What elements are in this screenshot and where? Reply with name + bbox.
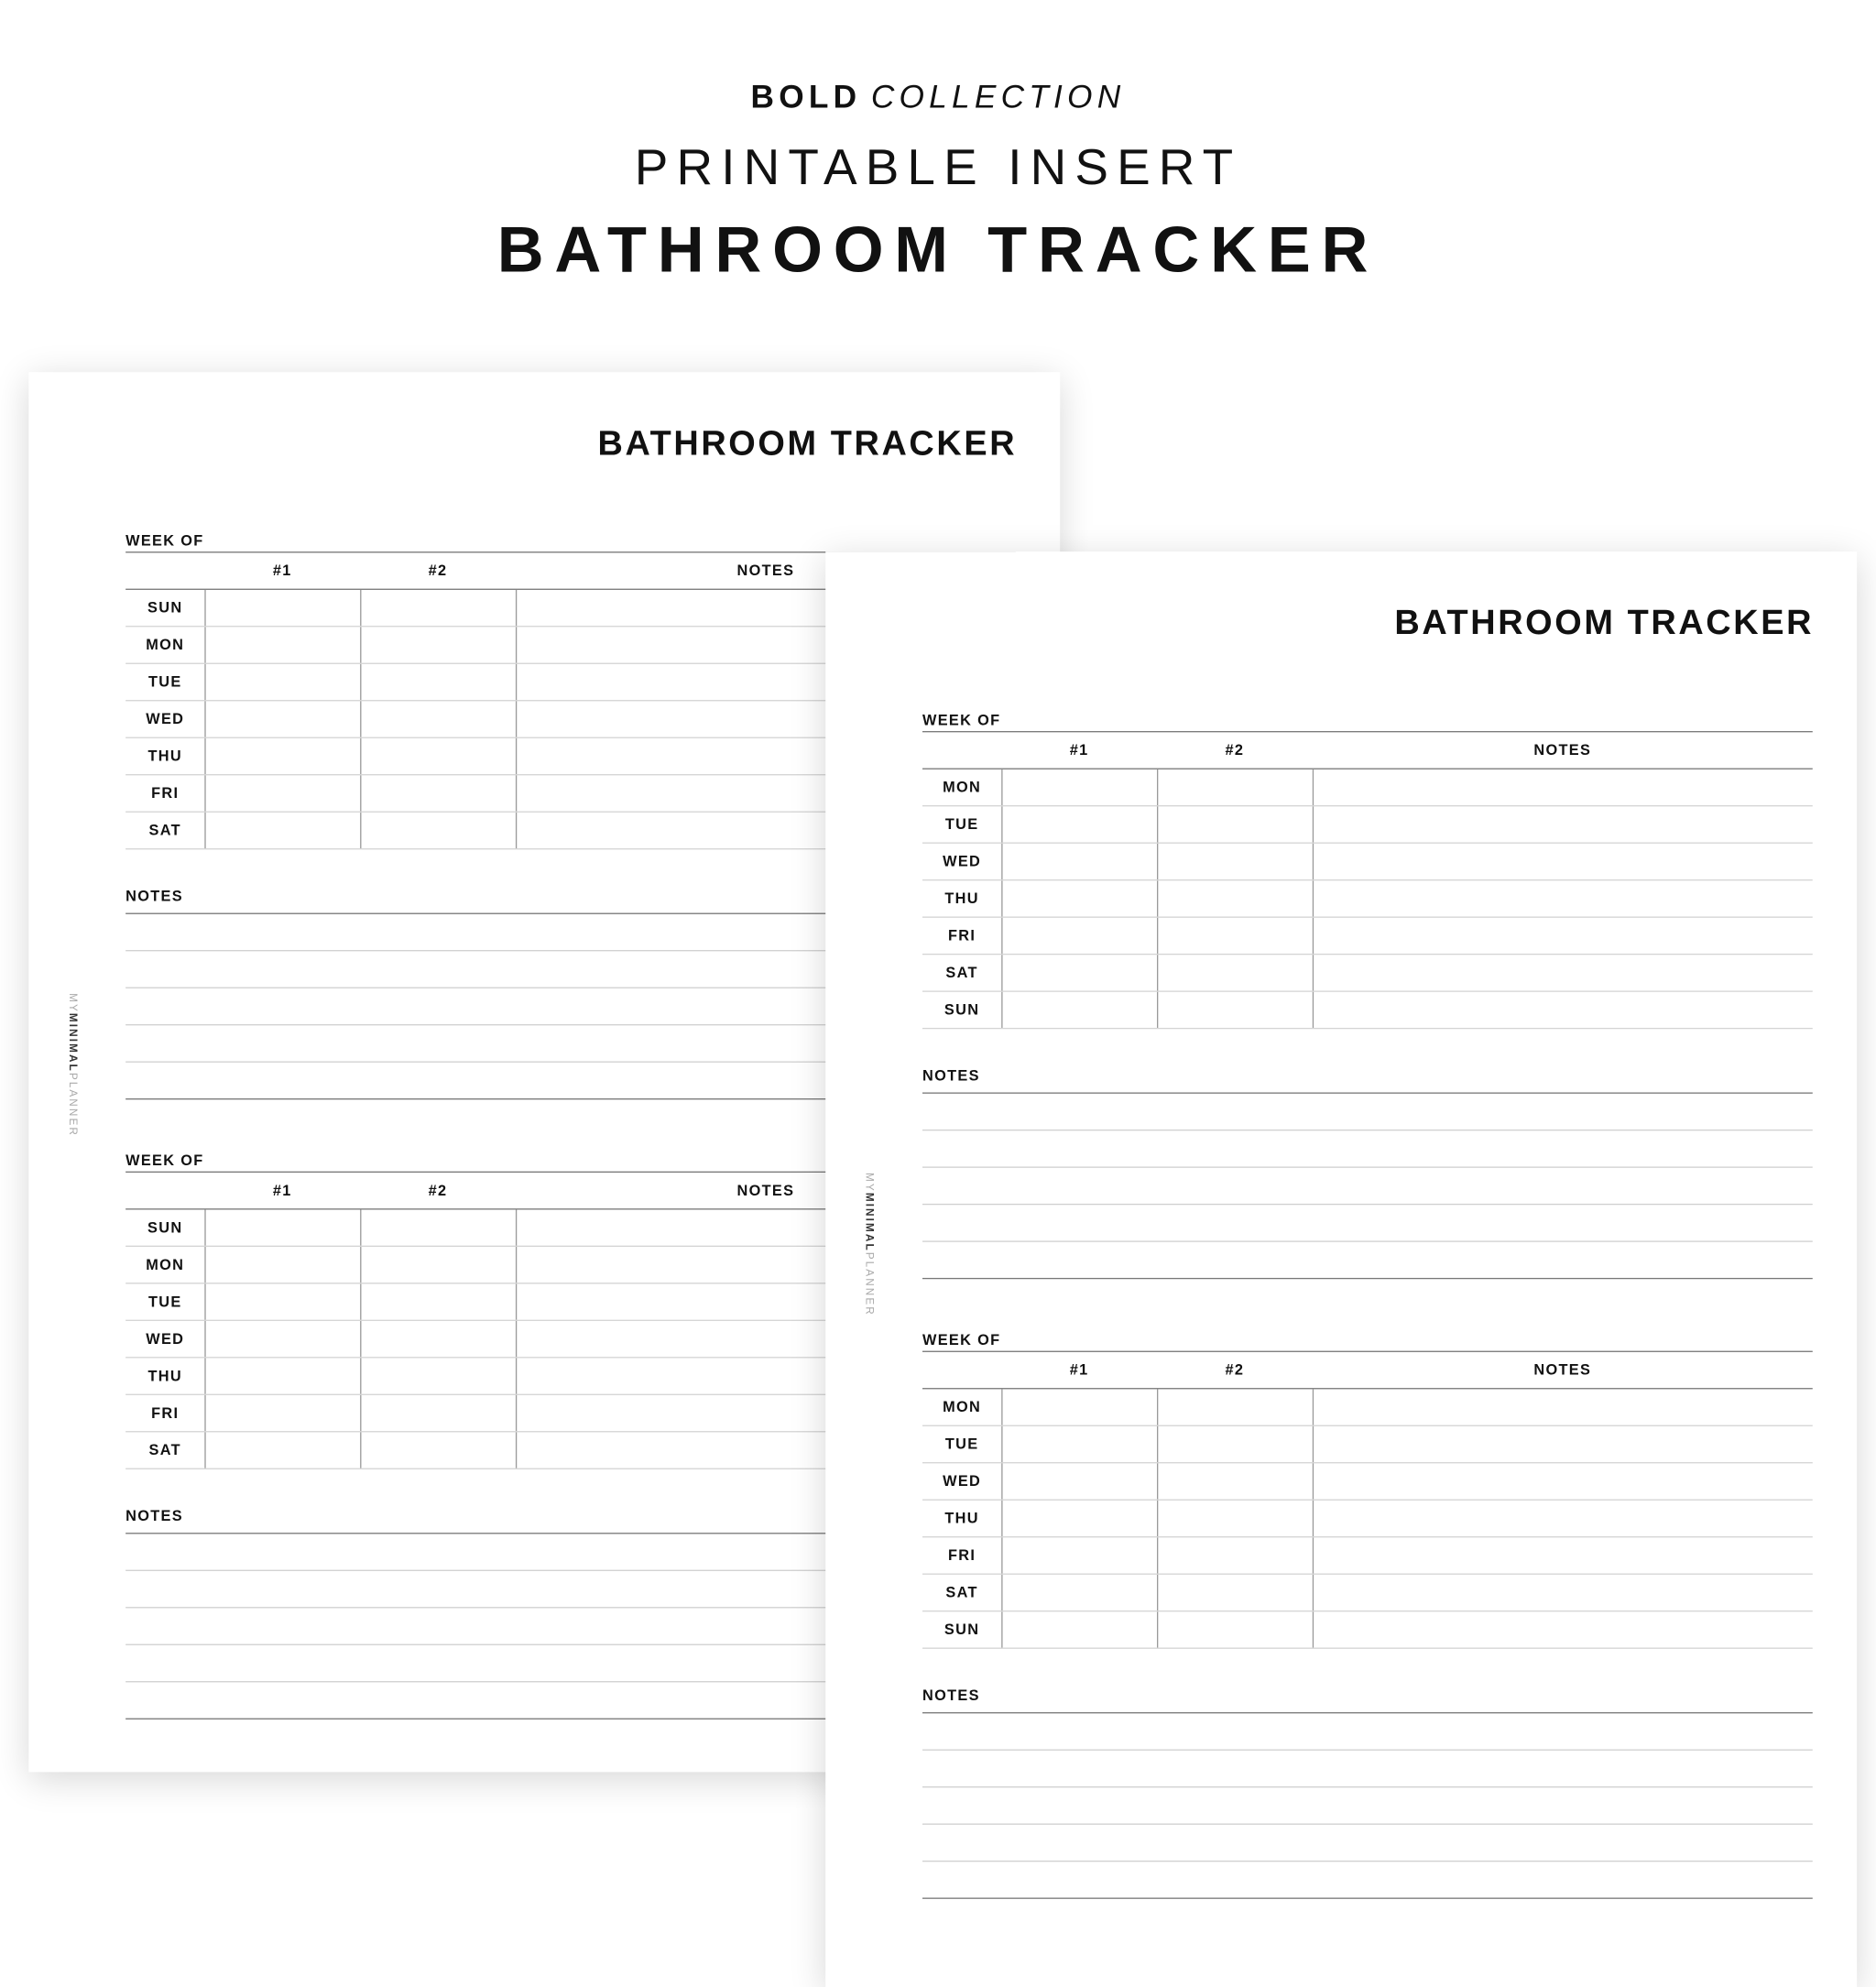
notes-cell[interactable] [1313, 1575, 1813, 1610]
number-two-cell[interactable] [1157, 1501, 1313, 1536]
page-title: BATHROOM TRACKER [1394, 604, 1815, 643]
table-row [922, 1501, 1813, 1537]
notes-cell[interactable] [1313, 770, 1813, 805]
number-one-cell[interactable] [204, 813, 360, 848]
number-two-cell[interactable] [360, 813, 516, 848]
number-one-cell[interactable] [204, 1432, 360, 1468]
collection-light: COLLECTION [870, 79, 1126, 115]
column-header: #1 [1069, 1361, 1089, 1379]
number-two-cell[interactable] [360, 627, 516, 662]
number-two-cell[interactable] [360, 775, 516, 811]
notes-line[interactable] [922, 1205, 1813, 1241]
notes-cell[interactable] [1313, 880, 1813, 916]
number-two-cell[interactable] [1157, 1575, 1313, 1610]
table-row [922, 1575, 1813, 1611]
day-label: MON [146, 636, 185, 654]
number-two-cell[interactable] [1157, 918, 1313, 954]
notes-label: NOTES [125, 1507, 183, 1524]
number-one-cell[interactable] [204, 701, 360, 737]
number-one-cell[interactable] [1001, 880, 1157, 916]
number-one-cell[interactable] [1001, 1537, 1157, 1573]
number-two-cell[interactable] [360, 1283, 516, 1319]
notes-cell[interactable] [1313, 1389, 1813, 1425]
day-label: THU [944, 1510, 979, 1527]
notes-cell[interactable] [1313, 1611, 1813, 1647]
notes-line[interactable] [922, 1130, 1813, 1167]
notes-cell[interactable] [1313, 992, 1813, 1028]
number-two-cell[interactable] [360, 1358, 516, 1393]
day-label: THU [944, 890, 979, 908]
number-two-cell[interactable] [1157, 806, 1313, 842]
week-of-label: WEEK OF [125, 1152, 204, 1170]
notes-label: NOTES [922, 1687, 980, 1704]
collection-bold: BOLD [750, 79, 862, 115]
number-one-cell[interactable] [204, 664, 360, 700]
day-label: TUE [147, 673, 182, 691]
week-of-label: WEEK OF [125, 532, 204, 550]
week-of-label: WEEK OF [922, 712, 1001, 729]
notes-cell[interactable] [1313, 1537, 1813, 1573]
number-two-cell[interactable] [360, 590, 516, 626]
number-one-cell[interactable] [204, 1247, 360, 1283]
notes-lines[interactable] [922, 1712, 1813, 1899]
notes-cell[interactable] [1313, 1463, 1813, 1499]
day-label: FRI [151, 784, 180, 802]
day-label: WED [146, 710, 185, 728]
number-one-cell[interactable] [204, 775, 360, 811]
column-header: NOTES [1533, 1361, 1592, 1379]
number-one-cell[interactable] [1001, 1463, 1157, 1499]
table-header [922, 1352, 1813, 1389]
number-one-cell[interactable] [1001, 918, 1157, 954]
day-label: SUN [147, 1218, 183, 1237]
notes-line[interactable] [922, 1094, 1813, 1130]
day-label: TUE [944, 815, 979, 834]
number-one-cell[interactable] [1001, 806, 1157, 842]
table-row [922, 1463, 1813, 1500]
day-label: TUE [944, 1436, 979, 1453]
number-two-cell[interactable] [1157, 880, 1313, 916]
number-two-cell[interactable] [1157, 955, 1313, 990]
number-two-cell[interactable] [1157, 1463, 1313, 1499]
brand-minimal: MINIMAL [864, 1192, 877, 1252]
planner-page-monday-start [825, 551, 1857, 1987]
notes-cell[interactable] [1313, 844, 1813, 879]
notes-cell[interactable] [1313, 955, 1813, 990]
number-two-cell[interactable] [1157, 1389, 1313, 1425]
table-row [922, 992, 1813, 1029]
day-label: SAT [945, 964, 978, 982]
notes-line[interactable] [922, 1713, 1813, 1750]
tracker-table [922, 731, 1813, 1029]
day-label: FRI [947, 1546, 976, 1565]
subtitle: PRINTABLE INSERT [634, 138, 1242, 195]
day-label: SAT [148, 1441, 181, 1459]
notes-cell[interactable] [1313, 1426, 1813, 1462]
notes-cell[interactable] [1313, 1501, 1813, 1536]
table-row [922, 844, 1813, 880]
notes-line[interactable] [922, 1825, 1813, 1861]
brand-planner: PLANNER [67, 1072, 80, 1137]
number-one-cell[interactable] [204, 1321, 360, 1357]
table-row [922, 1611, 1813, 1648]
number-one-cell[interactable] [204, 1283, 360, 1319]
brand-logo [67, 993, 79, 1137]
number-two-cell[interactable] [1157, 770, 1313, 805]
number-one-cell[interactable] [1001, 1611, 1157, 1647]
day-label: WED [146, 1330, 185, 1348]
number-one-cell[interactable] [204, 738, 360, 774]
number-one-cell[interactable] [1001, 992, 1157, 1028]
day-label: SAT [148, 822, 181, 839]
number-one-cell[interactable] [1001, 1575, 1157, 1610]
day-label: SUN [943, 1621, 980, 1639]
day-label: THU [147, 1367, 182, 1385]
number-one-cell[interactable] [1001, 1501, 1157, 1536]
number-one-cell[interactable] [1001, 844, 1157, 879]
day-label: FRI [151, 1404, 180, 1422]
number-two-cell[interactable] [360, 664, 516, 700]
day-label: SUN [147, 599, 183, 617]
column-header: NOTES [736, 562, 795, 580]
notes-line[interactable] [922, 1787, 1813, 1824]
week-of-label: WEEK OF [922, 1331, 1001, 1348]
column-header: #2 [428, 1182, 448, 1199]
column-header: NOTES [1533, 741, 1592, 759]
number-one-cell[interactable] [1001, 1426, 1157, 1462]
day-label: THU [147, 748, 182, 765]
number-one-cell[interactable] [1001, 770, 1157, 805]
brand-logo [864, 1173, 876, 1316]
day-label: FRI [947, 927, 976, 944]
table-row [922, 1389, 1813, 1425]
brand-my: MY [67, 993, 80, 1013]
number-two-cell[interactable] [1157, 1537, 1313, 1573]
number-one-cell[interactable] [204, 1209, 360, 1245]
brand-minimal: MINIMAL [67, 1012, 80, 1073]
day-label: TUE [147, 1293, 182, 1311]
number-two-cell[interactable] [1157, 992, 1313, 1028]
notes-cell[interactable] [1313, 806, 1813, 842]
column-header: NOTES [736, 1182, 795, 1199]
number-two-cell[interactable] [360, 1209, 516, 1245]
day-label: WED [943, 1472, 982, 1490]
number-two-cell[interactable] [1157, 1426, 1313, 1462]
column-header: #2 [1225, 741, 1245, 759]
day-label: MON [146, 1256, 185, 1273]
day-label: MON [943, 1398, 982, 1416]
number-two-cell[interactable] [360, 1395, 516, 1431]
notes-line[interactable] [922, 1861, 1813, 1898]
notes-label: NOTES [125, 888, 183, 905]
notes-label: NOTES [922, 1067, 980, 1085]
column-header: #1 [272, 562, 292, 580]
number-one-cell[interactable] [1001, 1389, 1157, 1425]
collection-label [0, 79, 1876, 115]
table-row [922, 1537, 1813, 1574]
column-header: #2 [1225, 1361, 1245, 1379]
notes-cell[interactable] [1313, 918, 1813, 954]
column-header: #2 [428, 562, 448, 580]
column-header: #1 [272, 1182, 292, 1199]
number-two-cell[interactable] [1157, 1611, 1313, 1647]
day-label: WED [943, 853, 982, 870]
column-header: #1 [1069, 741, 1089, 759]
table-row [922, 770, 1813, 806]
day-label: SAT [945, 1584, 978, 1601]
number-two-cell[interactable] [360, 738, 516, 774]
number-two-cell[interactable] [360, 1247, 516, 1283]
notes-line[interactable] [922, 1168, 1813, 1205]
number-two-cell[interactable] [1157, 844, 1313, 879]
notes-lines[interactable] [922, 1092, 1813, 1279]
page-title: BATHROOM TRACKER [597, 424, 1018, 464]
number-two-cell[interactable] [360, 1321, 516, 1357]
brand-my: MY [864, 1172, 877, 1193]
notes-line[interactable] [922, 1242, 1813, 1279]
notes-line[interactable] [922, 1751, 1813, 1787]
day-label: SUN [943, 1001, 980, 1019]
table-row [922, 918, 1813, 955]
table-row [922, 880, 1813, 917]
table-row [922, 1426, 1813, 1463]
number-two-cell[interactable] [360, 1432, 516, 1468]
table-header [922, 732, 1813, 769]
number-one-cell[interactable] [204, 1358, 360, 1393]
number-one-cell[interactable] [204, 590, 360, 626]
number-two-cell[interactable] [360, 701, 516, 737]
day-label: MON [943, 779, 982, 796]
main-title: BATHROOM TRACKER [496, 213, 1380, 287]
table-row [922, 806, 1813, 843]
tracker-table [922, 1351, 1813, 1649]
number-one-cell[interactable] [204, 627, 360, 662]
number-one-cell[interactable] [1001, 955, 1157, 990]
number-one-cell[interactable] [204, 1395, 360, 1431]
table-row [922, 955, 1813, 991]
brand-planner: PLANNER [864, 1251, 877, 1316]
